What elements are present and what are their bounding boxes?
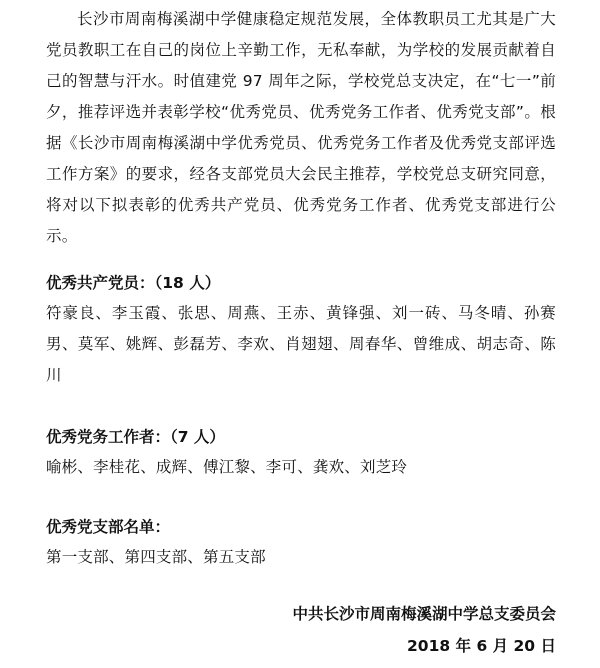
section-title-members: 优秀共产党员：（18 人） bbox=[46, 274, 221, 292]
signature-block bbox=[292, 598, 556, 662]
section-excellent-branches bbox=[46, 512, 556, 573]
intro-paragraph: 长沙市周南梅溪湖中学健康稳定规范发展，全体教职员工尤其是广大党员教职工在自己的岗位上辛勤工作，无私奉献，为学校的发展贡献着自己的智慧与汗水。时值建党 97 周年之际，学校党总支决定，在“七一”前夕，推荐评选并表彰学校“优秀党员、优秀党务工作者、优秀党支部”。根据《长沙市周南梅溪湖中学优秀党员、优秀党务工作者及优秀党支部评选工作方案》的要求，经各支部党员大会民主推荐，学校党总支研究同意，将对以下拟表彰的优秀共产党员、优秀党务工作者、优秀党支部进行公示。 bbox=[46, 10, 556, 245]
section-list-members: 符豪良、李玉霞、张思、周燕、王赤、黄锋强、刘一砖、马冬晴、孙赛男、莫军、姚辉、彭磊芳、李欢、肖翅翅、周春华、曾维成、胡志奇、陈川 bbox=[46, 304, 556, 384]
section-title-workers: 优秀党务工作者：（7 人） bbox=[46, 428, 225, 446]
section-excellent-workers bbox=[46, 422, 556, 483]
signature-organization: 中共长沙市周南梅溪湖中学总支委员会 bbox=[292, 605, 556, 623]
section-title-branches: 优秀党支部名单： bbox=[46, 518, 171, 536]
section-list-branches: 第一支部、第四支部、第五支部 bbox=[46, 548, 266, 566]
signature-date: 2018 年 6 月 20 日 bbox=[407, 637, 556, 655]
section-excellent-members bbox=[46, 268, 556, 391]
announcement-document bbox=[46, 0, 556, 566]
section-list-workers: 喻彬、李桂花、成辉、傅江黎、李可、龚欢、刘芝玲 bbox=[46, 458, 408, 476]
